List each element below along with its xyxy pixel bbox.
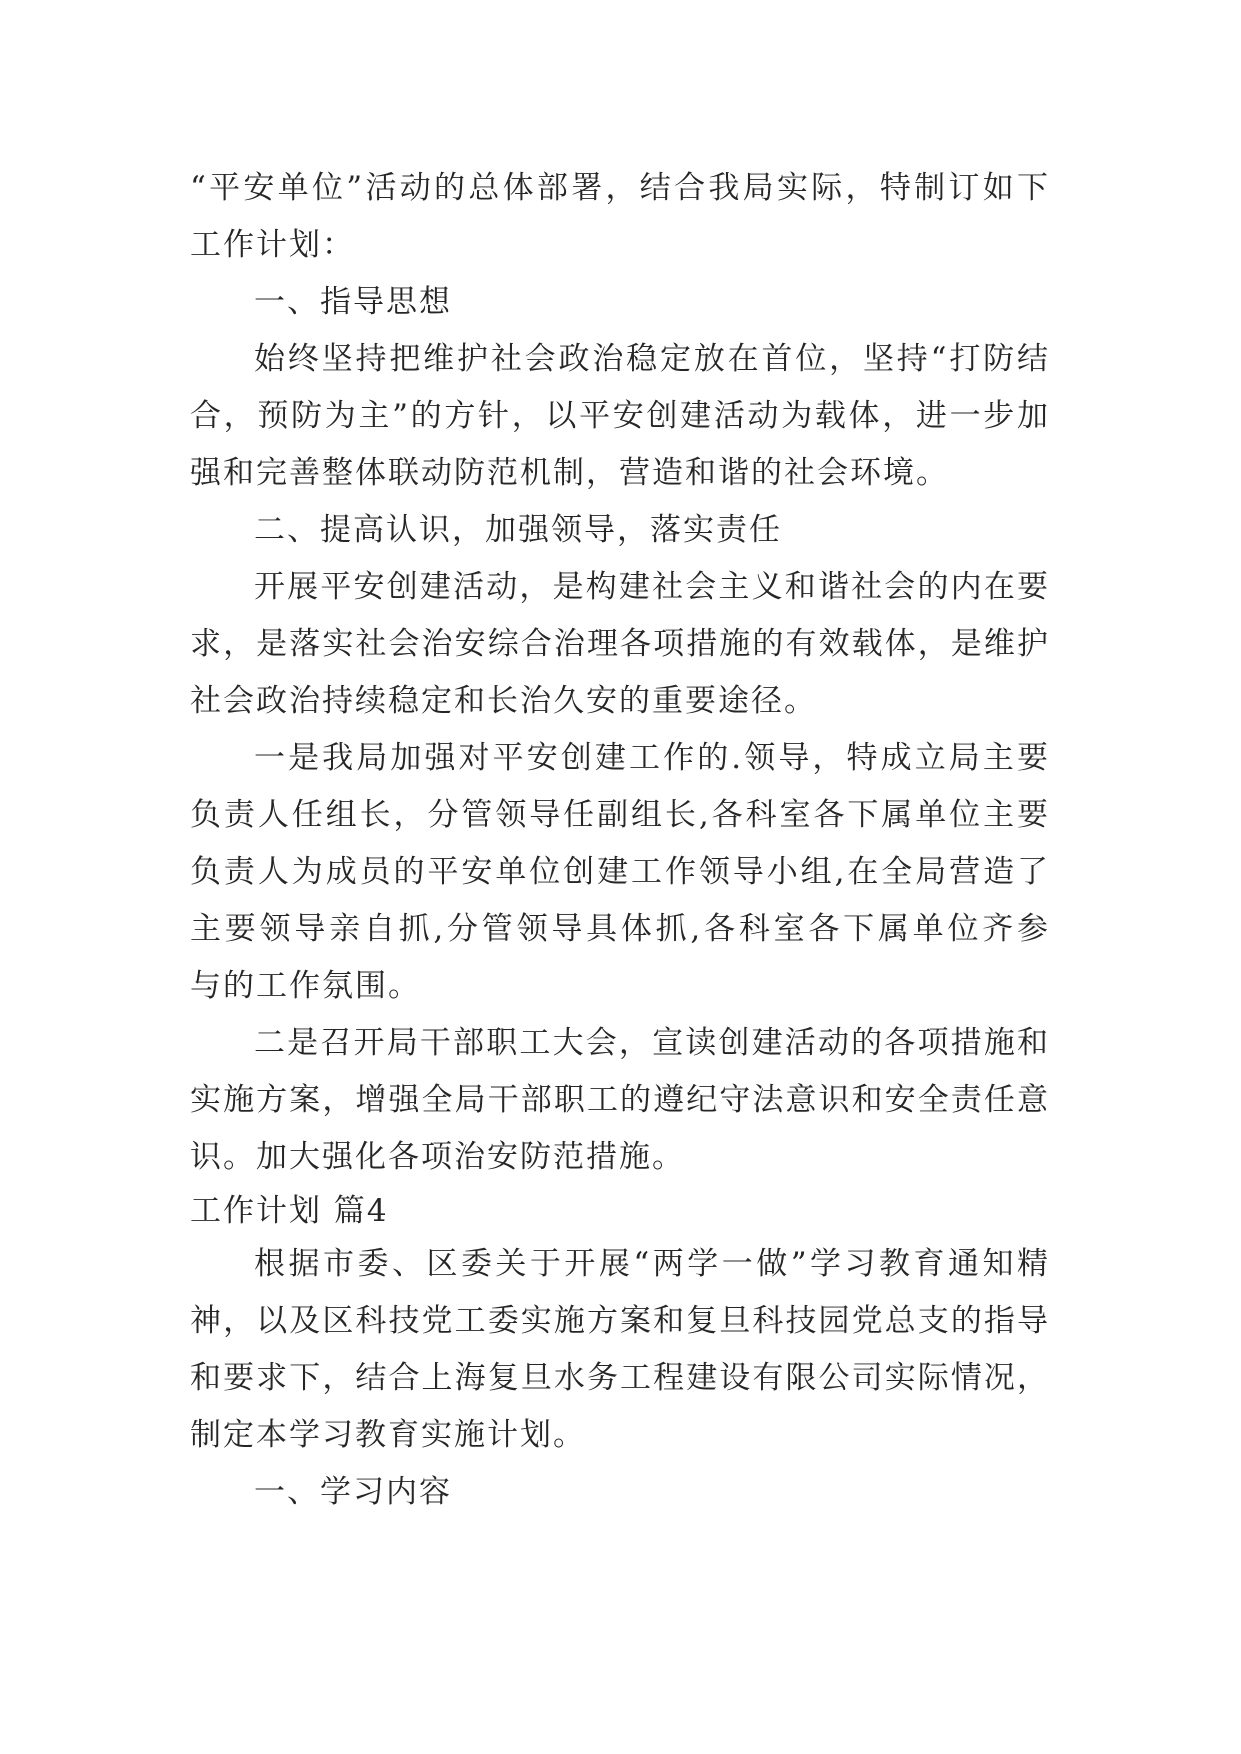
plan-title: 工作计划 篇4 [190, 1193, 389, 1229]
paragraph-line: 神，以及区科技党工委实施方案和复旦科技园党总支的指导 [190, 1303, 1050, 1339]
section-heading: 一、指导思想 [254, 284, 452, 320]
paragraph-line: 二是召开局干部职工大会，宣读创建活动的各项措施和 [254, 1025, 1050, 1061]
paragraph-line: 根据市委、区委关于开展“两学一做”学习教育通知精 [254, 1246, 1050, 1282]
paragraph-line: “平安单位”活动的总体部署，结合我局实际，特制订如下 [190, 170, 1050, 206]
paragraph-line: 负责人任组长，分管领导任副组长,各科室各下属单位主要 [190, 797, 1050, 833]
paragraph-line: 识。加大强化各项治安防范措施。 [190, 1139, 685, 1175]
paragraph-line: 一是我局加强对平安创建工作的.领导，特成立局主要 [254, 740, 1050, 776]
paragraph-line: 负责人为成员的平安单位创建工作领导小组,在全局营造了 [190, 854, 1050, 890]
paragraph-line: 合，预防为主”的方针，以平安创建活动为载体，进一步加 [190, 398, 1050, 434]
section-heading: 二、提高认识，加强领导，落实责任 [254, 512, 782, 548]
paragraph-line: 主要领导亲自抓,分管领导具体抓,各科室各下属单位齐参 [190, 911, 1050, 947]
paragraph-line: 与的工作氛围。 [190, 968, 421, 1004]
paragraph-line: 实施方案，增强全局干部职工的遵纪守法意识和安全责任意 [190, 1082, 1050, 1118]
paragraph-line: 强和完善整体联动防范机制，营造和谐的社会环境。 [190, 455, 949, 491]
paragraph-line: 工作计划： [190, 227, 355, 263]
paragraph-line: 始终坚持把维护社会政治稳定放在首位，坚持“打防结 [254, 341, 1050, 377]
section-heading: 一、学习内容 [254, 1474, 452, 1510]
paragraph-line: 和要求下，结合上海复旦水务工程建设有限公司实际情况， [190, 1360, 1050, 1396]
document-body [190, 160, 1050, 1521]
paragraph-line: 求，是落实社会治安综合治理各项措施的有效载体，是维护 [190, 626, 1050, 662]
paragraph-line: 制定本学习教育实施计划。 [190, 1417, 586, 1453]
paragraph-line: 开展平安创建活动，是构建社会主义和谐社会的内在要 [254, 569, 1050, 605]
paragraph-line: 社会政治持续稳定和长治久安的重要途径。 [190, 683, 817, 719]
